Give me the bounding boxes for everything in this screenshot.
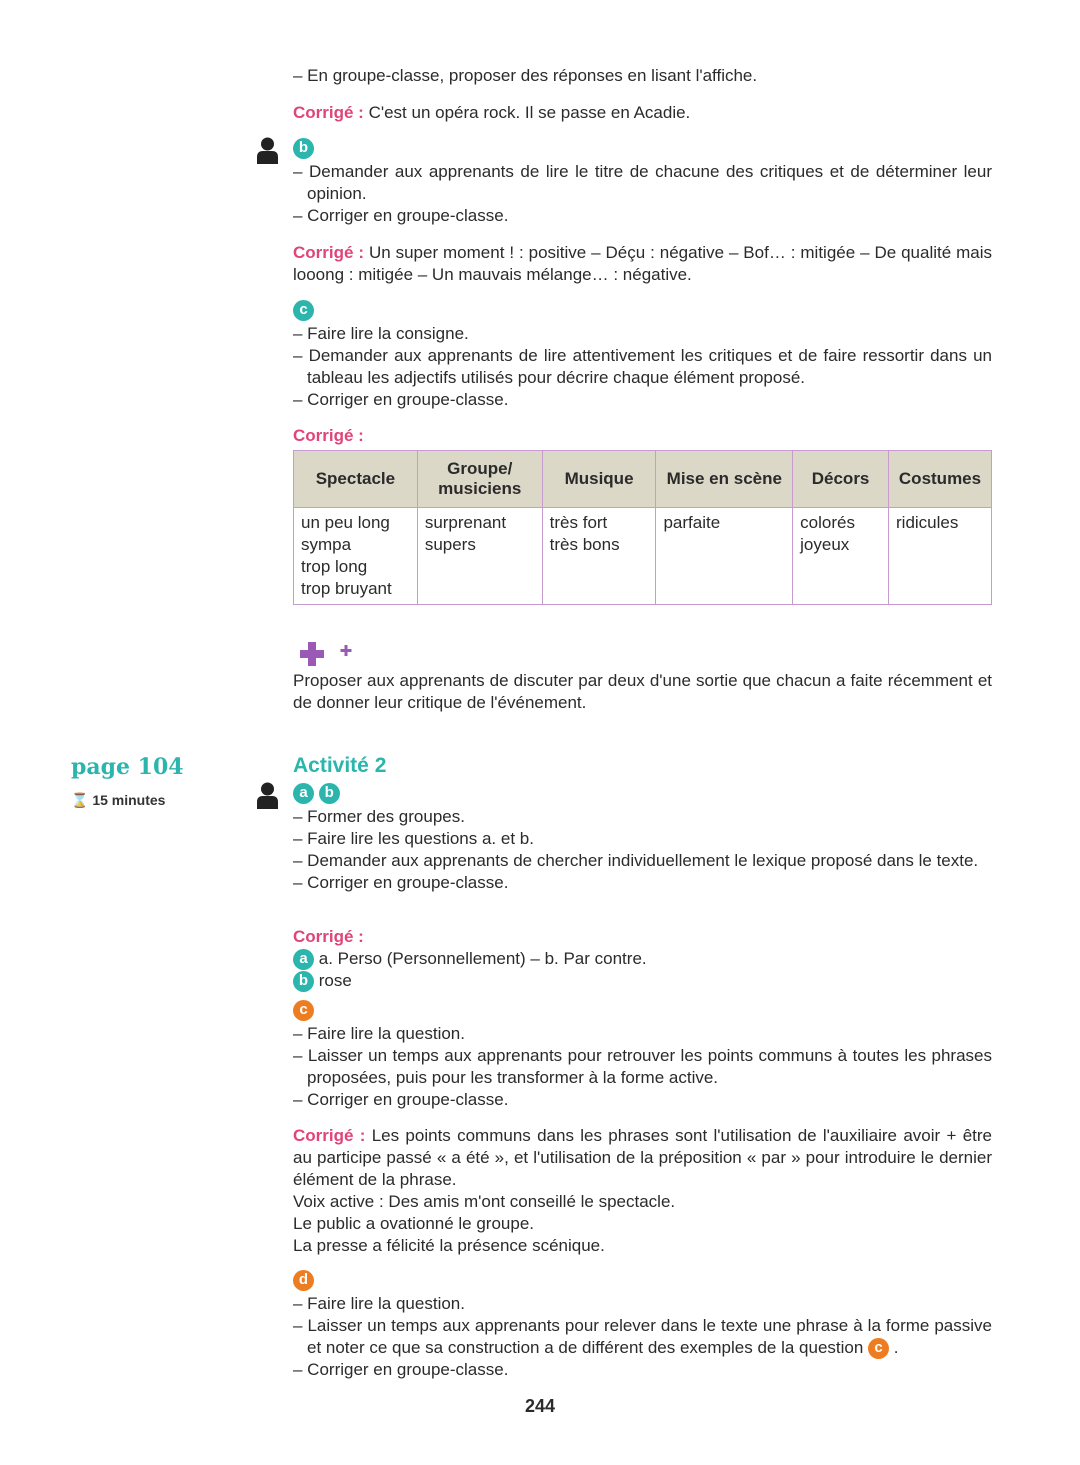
table-header: Spectacle [294,451,418,508]
badge-c: c [293,300,314,321]
cell-line: un peu long [301,513,390,532]
list-item: – Demander aux apprenants de chercher individuellement le lexique proposé dans le texte. [293,851,979,870]
corrige-c [293,1125,992,1257]
cell-line: surprenant [424,513,507,532]
list-item: – Demander aux apprenants de lire le titre de chacune des critiques et de déterminer leur opinion. [293,162,992,203]
list-item: – Former des groupes. [293,807,465,826]
list-item: – Laisser un temps aux apprenants pour relever dans le texte une phrase à la forme passive et noter ce que sa construction a de différent des exemples de la question c . [293,1315,992,1359]
corrige-line: Voix active : Des amis m'ont conseillé le spectacle. [293,1192,676,1211]
list-item: – Corriger en groupe-classe. [293,1090,509,1109]
corrige-a [293,102,992,124]
list-item: – Corriger en groupe-classe. [293,1360,509,1380]
corrige-text: C'est un opéra rock. Il se passe en Acadie. [363,103,691,122]
badge-d: d [293,1270,314,1291]
extension-text: Proposer aux apprenants de discuter par deux d'une sortie que chacun a faite récemment et de donner leur critique de l'événement. [293,671,992,712]
cell-line: trop bruyant [301,579,392,598]
hourglass-icon: ⌛ [71,792,89,808]
badge-c: c [293,1000,314,1021]
corrige-label: Corrigé : [293,103,364,122]
badge-b: b [293,138,314,159]
c-instructions [293,323,992,411]
list-item-text: – Laisser un temps aux apprenants pour relever dans le texte une phrase à la forme passive et noter ce que sa construction a de différent des exemples de la question [293,1316,992,1357]
corrige-line: La presse a félicité la présence scénique. [293,1236,605,1255]
corrige-text: Un super moment ! : positive – Déçu : négative – Bof… : mitigée – De qualité mais looong : mitigée – Un mauvais mélange… : négative. [293,243,992,284]
list-item: – Laisser un temps aux apprenants pour retrouver les points communs à toutes les phrases proposées, puis pour les transformer à la forme active. [293,1046,992,1087]
b-instructions [293,161,992,227]
list-item: – Faire lire la question. [293,1024,465,1043]
badge-b: b [319,783,340,804]
page-reference: page 104 [71,754,184,780]
badge-b: b [293,971,314,992]
corrige-label: Corrigé : [293,1126,366,1145]
list-item: – Demander aux apprenants de lire attentivement les critiques et de faire ressortir dans un tableau les adjectifs utilisés pour décrire chaque élément proposé. [293,346,992,387]
c-instructions [293,1023,992,1111]
cell-line: très bons [549,535,620,554]
table-cell [294,508,418,605]
list-item: – Corriger en groupe-classe. [293,206,509,225]
d-instructions [293,1293,992,1381]
ab-instructions [293,806,992,894]
cell-line: sympa [301,535,352,554]
cell-line: très fort [549,513,608,532]
page-number: 244 [524,1396,556,1416]
list-item: – Faire lire la question. [293,1294,465,1313]
cell-line: trop long [301,557,368,576]
badge-c: c [868,1338,889,1359]
corrige-label: Corrigé : [293,426,364,445]
table-header: Mise en scène [656,451,793,508]
duration-text: 15 minutes [92,792,166,808]
cell-line: parfaite [663,513,721,532]
corrige-line: Le public a ovationné le groupe. [293,1214,535,1233]
cell-line: joyeux [800,535,850,554]
individual-work-icon [257,782,278,810]
table-cell [417,508,542,605]
badge-a: a [293,783,314,804]
list-item: – Corriger en groupe-classe. [293,390,509,409]
individual-work-icon [257,137,278,165]
cell-line: ridicules [896,513,959,532]
table-cell [542,508,656,605]
table-header: Groupe/ musiciens [417,451,542,508]
cell-line: supers [424,535,476,554]
corrige-b [293,242,992,286]
corrige-text: Les points communs dans les phrases sont l'utilisation de l'auxiliaire avoir + être au participe passé « a été », et l'utilisation de la préposition « par » pour introduire le dernier élément de la phrase. [293,1126,992,1189]
list-item: – Faire lire les questions a. et b. [293,829,534,848]
table-header: Décors [793,451,889,508]
table-cell [889,508,992,605]
cell-line: colorés [800,513,855,532]
duration [71,792,165,809]
badge-a: a [293,949,314,970]
table-cell [793,508,889,605]
table-header: Musique [542,451,656,508]
corrige-label: Corrigé : [293,243,365,262]
corrige-label: Corrigé : [293,927,364,946]
adjectives-table [293,450,992,605]
table-header: Costumes [889,451,992,508]
table-cell [656,508,793,605]
corrige-b-text: rose [318,971,352,991]
extension-plus-icon [300,641,356,667]
activity-title: Activité 2 [293,754,387,777]
corrige-a-text: a. Perso (Personnellement) – b. Par contre. [318,949,647,968]
list-item: – Corriger en groupe-classe. [293,873,509,892]
list-item: – Faire lire la consigne. [293,324,469,343]
intro-line: – En groupe-classe, proposer des réponses en lisant l'affiche. [293,66,758,85]
